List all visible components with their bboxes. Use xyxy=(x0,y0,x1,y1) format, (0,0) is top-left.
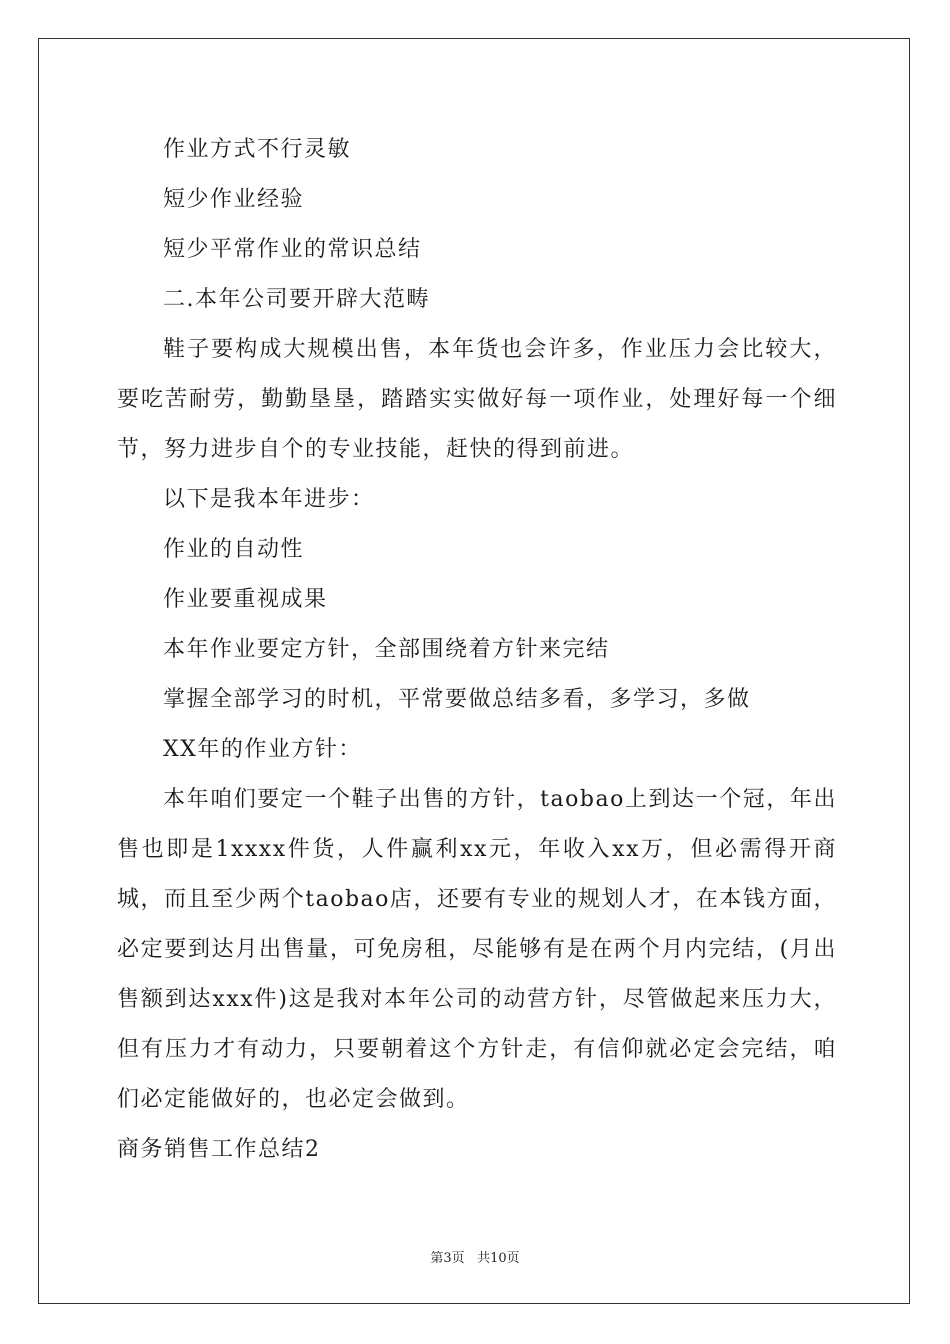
page-number: 第3页 xyxy=(430,1251,465,1266)
section-title: 商务销售工作总结2 xyxy=(117,1137,321,1162)
page-total: 共10页 xyxy=(477,1251,520,1266)
text-line: 作业方式不行灵敏 xyxy=(163,137,352,162)
text-line: 作业的自动性 xyxy=(163,537,305,562)
text-line: 本年作业要定方针，全部围绕着方针来完结 xyxy=(163,637,610,662)
document-body xyxy=(117,125,837,1175)
page-footer xyxy=(0,1247,950,1266)
text-line: 作业要重视成果 xyxy=(163,587,328,612)
text-line: 短少平常作业的常识总结 xyxy=(163,237,422,262)
text-line: 掌握全部学习的时机，平常要做总结多看，多学习，多做 xyxy=(163,687,751,712)
text-line: XX年的作业方针： xyxy=(163,737,362,762)
section-heading: 二.本年公司要开辟大范畴 xyxy=(163,287,430,312)
text-line: 以下是我本年进步： xyxy=(163,487,375,512)
paragraph: 鞋子要构成大规模出售，本年货也会许多，作业压力会比较大，要吃苦耐劳，勤勤垦垦，踏踏实实做好每一项作业，处理好每一个细节，努力进步自个的专业技能，赶快的得到前进。 xyxy=(117,337,837,462)
text-line: 短少作业经验 xyxy=(163,187,305,212)
paragraph: 本年咱们要定一个鞋子出售的方针，taobao上到达一个冠，年出售也即是1xxxx件货，人件赢利xx元，年收入xx万，但必需得开商城，而且至少两个taobao店，还要有专业的规划人才，在本钱方面，必定要到达月出售量，可免房租，尽能够有是在两个月内完结，(月出售额到达xxx件)这是我对本年公司的动营方针，尽管做起来压力大，但有压力才有动力，只要朝着这个方针走，有信仰就必定会完结，咱们必定能做好的，也必定会做到。 xyxy=(117,787,837,1112)
